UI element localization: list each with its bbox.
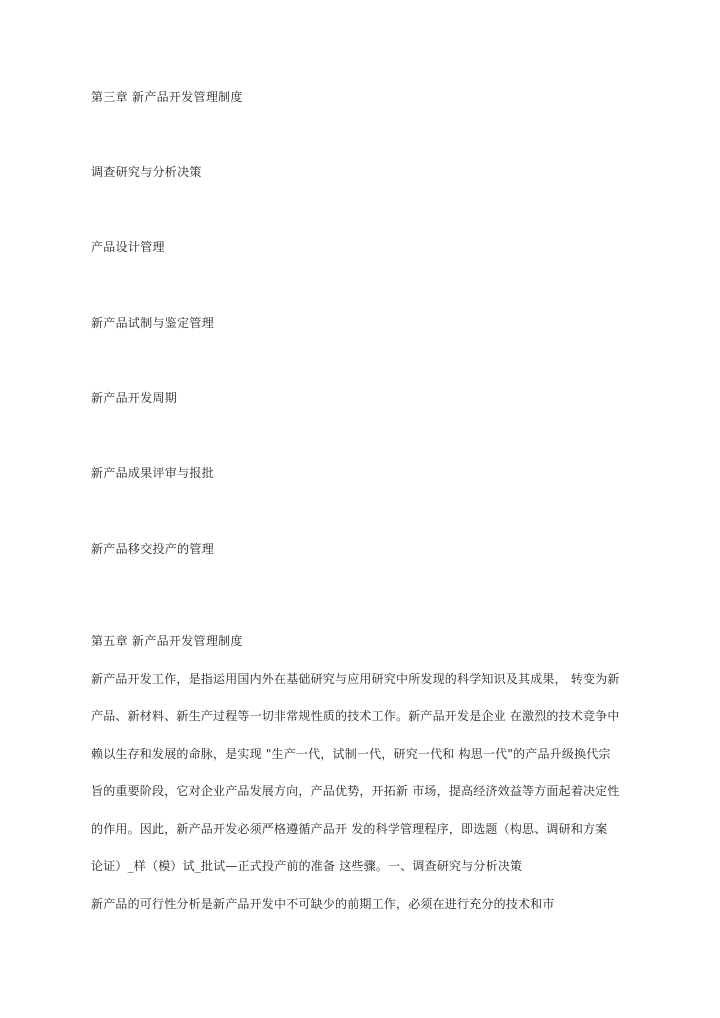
toc-item-design: 产品设计管理 xyxy=(91,240,165,254)
paragraph-line: 产品、新材料、新生产过程等一切非常规性质的技术工作。新产品开发是企业 在激烈的技术竞争中 xyxy=(91,709,620,723)
paragraph-line: 的作用。因此，新产品开发必须严格遵循产品开 发的科学管理程序，即选题（构思、调研和方案 xyxy=(91,822,608,836)
toc-item-review: 新产品成果评审与报批 xyxy=(91,466,215,480)
chapter-3-title: 第三章 新产品开发管理制度 xyxy=(91,90,243,104)
toc-item-handover: 新产品移交投产的管理 xyxy=(91,542,215,556)
paragraph-line: 新产品的可行性分析是新产品开发中不可缺少的前期工作，必须在进行充分的技术和市 xyxy=(91,897,555,911)
paragraph-line: 论证）_样（模）试_批试—正式投产前的准备 这些骤。一、调查研究与分析决策 xyxy=(91,859,523,873)
paragraph-line: 新产品开发工作，是指运用国内外在基础研究与应用研究中所发现的科学知识及其成果， 转变为新 xyxy=(91,672,620,686)
chapter-5-title: 第五章 新产品开发管理制度 xyxy=(91,634,243,648)
paragraph-line: 旨的重要阶段，它对企业产品发展方向，产品优势，开拓新 市场，提高经济效益等方面起着决定性 xyxy=(91,784,620,798)
toc-item-research: 调查研究与分析决策 xyxy=(91,165,202,179)
paragraph-line: 赖以生存和发展的命脉，是实现 "生产一代，试制一代，研究一代和 构思一代"的产品升级换代宗 xyxy=(91,747,611,761)
toc-item-cycle: 新产品开发周期 xyxy=(91,391,178,405)
toc-item-trial: 新产品试制与鉴定管理 xyxy=(91,316,215,330)
